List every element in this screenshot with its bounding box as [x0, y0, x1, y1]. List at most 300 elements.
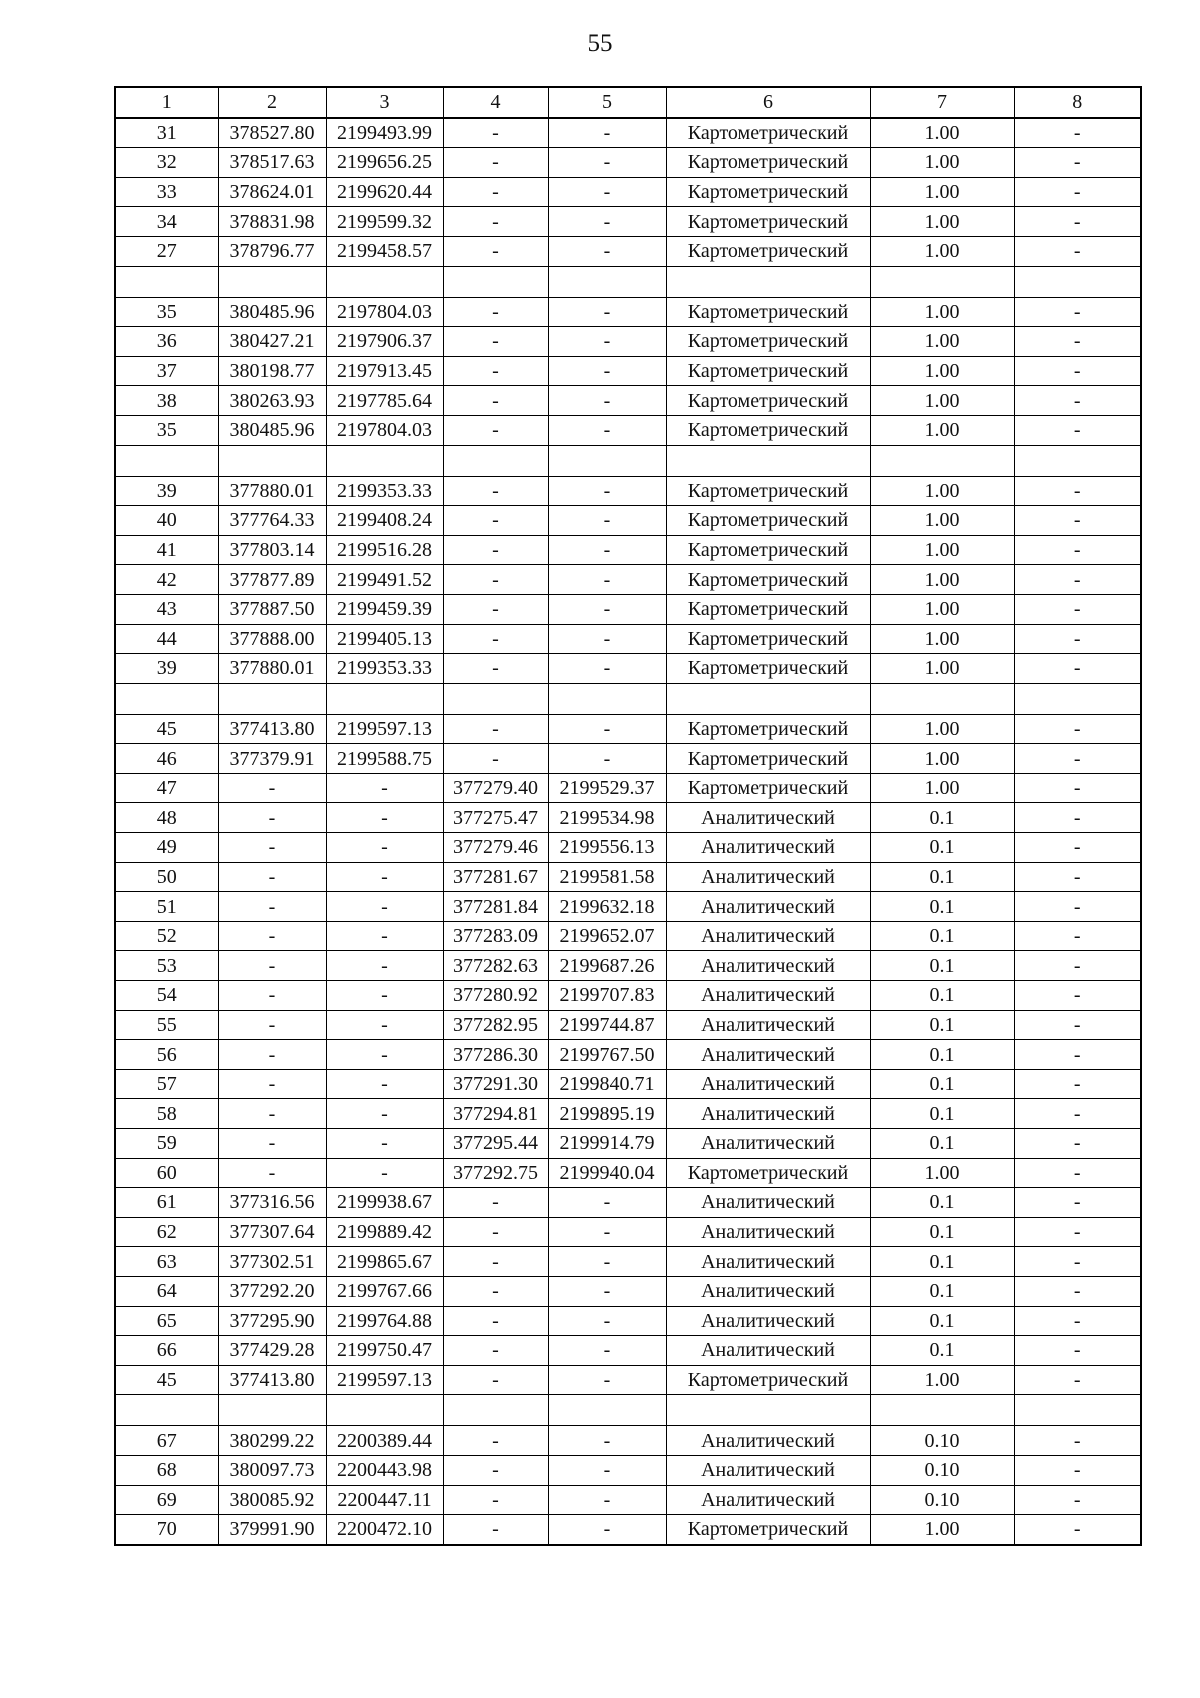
table-cell: 377280.92 — [443, 981, 548, 1011]
table-cell: - — [1014, 862, 1141, 892]
table-row — [115, 148, 1141, 178]
table-row — [115, 1485, 1141, 1515]
table-row — [115, 415, 1141, 445]
table-cell: - — [1014, 803, 1141, 833]
header-row — [115, 87, 1141, 118]
table-cell: 377283.09 — [443, 921, 548, 951]
table-cell: 39 — [115, 476, 218, 506]
table-cell: 1.00 — [870, 356, 1014, 386]
table-cell: - — [548, 1276, 666, 1306]
table-cell: 63 — [115, 1247, 218, 1277]
table-cell — [1014, 445, 1141, 476]
table-cell: - — [443, 654, 548, 684]
table-cell: - — [326, 1010, 443, 1040]
table-cell: Аналитический — [666, 1247, 870, 1277]
table-cell: 378517.63 — [218, 148, 326, 178]
table-cell: - — [1014, 415, 1141, 445]
table-cell: - — [548, 624, 666, 654]
table-cell — [218, 445, 326, 476]
table-cell: 45 — [115, 1365, 218, 1395]
table-cell: - — [1014, 1365, 1141, 1395]
table-cell: 377281.84 — [443, 892, 548, 922]
table-cell: Картометрический — [666, 297, 870, 327]
table-cell: 2199588.75 — [326, 744, 443, 774]
table-cell: 0.1 — [870, 1306, 1014, 1336]
table-cell — [443, 1395, 548, 1426]
table-cell: 2199940.04 — [548, 1158, 666, 1188]
table-cell: Картометрический — [666, 506, 870, 536]
table-cell: 2199408.24 — [326, 506, 443, 536]
table-cell: - — [443, 236, 548, 266]
table-cell: Аналитический — [666, 1276, 870, 1306]
column-header: 5 — [548, 87, 666, 118]
table-cell: 378527.80 — [218, 118, 326, 148]
table-cell: Картометрический — [666, 327, 870, 357]
table-row — [115, 862, 1141, 892]
table-cell: 1.00 — [870, 327, 1014, 357]
table-cell: - — [443, 1276, 548, 1306]
table-cell: Аналитический — [666, 981, 870, 1011]
table-cell: - — [443, 1485, 548, 1515]
table-cell: Картометрический — [666, 714, 870, 744]
table-row — [115, 535, 1141, 565]
table-cell: - — [1014, 1129, 1141, 1159]
table-row — [115, 207, 1141, 237]
table-cell: 2199458.57 — [326, 236, 443, 266]
table-cell: 48 — [115, 803, 218, 833]
table-cell: - — [548, 1485, 666, 1515]
table-cell: - — [443, 744, 548, 774]
table-cell: 0.1 — [870, 803, 1014, 833]
table-cell: - — [1014, 921, 1141, 951]
table-cell: - — [1014, 327, 1141, 357]
table-cell: - — [548, 535, 666, 565]
table-cell — [218, 266, 326, 297]
table-cell: 2199632.18 — [548, 892, 666, 922]
table-cell: - — [1014, 297, 1141, 327]
table-cell: - — [443, 1365, 548, 1395]
table-cell — [870, 683, 1014, 714]
table-cell: 2199581.58 — [548, 862, 666, 892]
table-cell: 378831.98 — [218, 207, 326, 237]
table-cell: 0.1 — [870, 1217, 1014, 1247]
table-cell: 1.00 — [870, 1158, 1014, 1188]
table-cell: - — [1014, 654, 1141, 684]
table-cell: - — [548, 207, 666, 237]
table-cell: 2199353.33 — [326, 476, 443, 506]
table-cell: 380427.21 — [218, 327, 326, 357]
table-cell — [666, 1395, 870, 1426]
table-cell: - — [1014, 714, 1141, 744]
table-cell: 2199895.19 — [548, 1099, 666, 1129]
table-row — [115, 594, 1141, 624]
table-cell: - — [1014, 624, 1141, 654]
table-cell: Картометрический — [666, 654, 870, 684]
table-cell: 380198.77 — [218, 356, 326, 386]
table-row — [115, 1129, 1141, 1159]
table-cell: 380299.22 — [218, 1426, 326, 1456]
table-cell: - — [1014, 1455, 1141, 1485]
table-cell: - — [1014, 148, 1141, 178]
table-cell: - — [1014, 1099, 1141, 1129]
table-cell — [666, 683, 870, 714]
table-cell: 377281.67 — [443, 862, 548, 892]
table-cell: 2197804.03 — [326, 415, 443, 445]
table-cell: Аналитический — [666, 951, 870, 981]
table-cell: - — [443, 356, 548, 386]
table-cell — [548, 1395, 666, 1426]
table-cell: - — [1014, 386, 1141, 416]
table-row — [115, 744, 1141, 774]
table-cell: - — [548, 1217, 666, 1247]
table-cell: 1.00 — [870, 535, 1014, 565]
table-cell: - — [1014, 1306, 1141, 1336]
table-cell: 0.1 — [870, 1276, 1014, 1306]
table-cell: Аналитический — [666, 1188, 870, 1218]
table-cell: Картометрический — [666, 207, 870, 237]
table-cell: 2200389.44 — [326, 1426, 443, 1456]
table-cell: - — [548, 1426, 666, 1456]
table-cell: 1.00 — [870, 654, 1014, 684]
table-cell: - — [443, 386, 548, 416]
table-row — [115, 1069, 1141, 1099]
table-cell: 1.00 — [870, 506, 1014, 536]
table-cell: 2199353.33 — [326, 654, 443, 684]
table-row — [115, 892, 1141, 922]
table-cell: 2199767.66 — [326, 1276, 443, 1306]
table-cell: 31 — [115, 118, 218, 148]
table-cell: - — [443, 1247, 548, 1277]
table-cell: - — [1014, 1188, 1141, 1218]
table-cell: 2199556.13 — [548, 833, 666, 863]
table-cell: 0.1 — [870, 1099, 1014, 1129]
table-cell: 40 — [115, 506, 218, 536]
table-cell: 61 — [115, 1188, 218, 1218]
table-cell: Аналитический — [666, 1455, 870, 1485]
table-cell: - — [218, 1158, 326, 1188]
table-cell: 56 — [115, 1040, 218, 1070]
table-cell: - — [443, 1188, 548, 1218]
table-cell: 36 — [115, 327, 218, 357]
table-cell: - — [1014, 951, 1141, 981]
table-cell: 0.1 — [870, 951, 1014, 981]
table-cell: 41 — [115, 535, 218, 565]
table-cell: Картометрический — [666, 236, 870, 266]
table-cell: - — [326, 1129, 443, 1159]
table-cell: 32 — [115, 148, 218, 178]
table-cell: 1.00 — [870, 594, 1014, 624]
table-cell: - — [1014, 1276, 1141, 1306]
table-cell: - — [443, 327, 548, 357]
table-row — [115, 297, 1141, 327]
table-cell: - — [443, 177, 548, 207]
table-cell: 1.00 — [870, 415, 1014, 445]
table-cell: - — [548, 148, 666, 178]
table-row — [115, 476, 1141, 506]
table-cell: 1.00 — [870, 565, 1014, 595]
table-cell: Картометрический — [666, 177, 870, 207]
table-row — [115, 1040, 1141, 1070]
table-cell: 38 — [115, 386, 218, 416]
table-cell: 0.1 — [870, 1010, 1014, 1040]
column-header: 7 — [870, 87, 1014, 118]
table-cell: 1.00 — [870, 1365, 1014, 1395]
table-cell: Картометрический — [666, 1515, 870, 1545]
table-cell: 377279.46 — [443, 833, 548, 863]
table-cell: - — [1014, 236, 1141, 266]
table-row — [115, 624, 1141, 654]
table-row — [115, 1515, 1141, 1545]
table-cell: 377279.40 — [443, 773, 548, 803]
table-cell: - — [548, 506, 666, 536]
table-row — [115, 773, 1141, 803]
table-row — [115, 1276, 1141, 1306]
table-cell: 2199889.42 — [326, 1217, 443, 1247]
table-cell: Аналитический — [666, 892, 870, 922]
table-cell: - — [326, 892, 443, 922]
table-cell: Картометрический — [666, 1365, 870, 1395]
table-cell: - — [548, 565, 666, 595]
table-cell: 380097.73 — [218, 1455, 326, 1485]
table-cell: 2199459.39 — [326, 594, 443, 624]
table-row — [115, 266, 1141, 297]
table-cell: - — [548, 1188, 666, 1218]
table-cell — [326, 445, 443, 476]
table-cell: - — [1014, 177, 1141, 207]
table-cell: 2199707.83 — [548, 981, 666, 1011]
table-cell: - — [326, 773, 443, 803]
table-row — [115, 1188, 1141, 1218]
table-row — [115, 177, 1141, 207]
table-row — [115, 1426, 1141, 1456]
table-row — [115, 1247, 1141, 1277]
table-cell: 379991.90 — [218, 1515, 326, 1545]
table-row — [115, 1099, 1141, 1129]
table-cell: Картометрический — [666, 744, 870, 774]
table-cell: 377764.33 — [218, 506, 326, 536]
table-cell: 33 — [115, 177, 218, 207]
table-cell: 377295.90 — [218, 1306, 326, 1336]
table-cell: 0.1 — [870, 1247, 1014, 1277]
coordinates-table — [114, 86, 1142, 1546]
table-row — [115, 833, 1141, 863]
table-cell — [443, 445, 548, 476]
table-cell: 43 — [115, 594, 218, 624]
table-cell — [443, 266, 548, 297]
table-cell: 2199516.28 — [326, 535, 443, 565]
table-row — [115, 951, 1141, 981]
table-cell: - — [1014, 594, 1141, 624]
table-row — [115, 1455, 1141, 1485]
table-cell: - — [548, 594, 666, 624]
table-cell: 0.1 — [870, 1040, 1014, 1070]
table-cell: - — [326, 1069, 443, 1099]
table-cell: Аналитический — [666, 1217, 870, 1247]
table-cell: - — [1014, 118, 1141, 148]
table-cell: 2199534.98 — [548, 803, 666, 833]
table-cell — [115, 266, 218, 297]
table-cell: - — [443, 565, 548, 595]
table-cell: 380085.92 — [218, 1485, 326, 1515]
table-cell: Картометрический — [666, 476, 870, 506]
table-cell: 1.00 — [870, 773, 1014, 803]
table-cell: 1.00 — [870, 148, 1014, 178]
table-row — [115, 683, 1141, 714]
column-header: 1 — [115, 87, 218, 118]
table-cell: - — [548, 1515, 666, 1545]
table-cell: 1.00 — [870, 1515, 1014, 1545]
table-cell — [443, 683, 548, 714]
table-row — [115, 921, 1141, 951]
table-cell: 1.00 — [870, 744, 1014, 774]
table-cell: 2199652.07 — [548, 921, 666, 951]
table-cell: - — [218, 1129, 326, 1159]
table-row — [115, 654, 1141, 684]
table-cell — [1014, 266, 1141, 297]
table-row — [115, 386, 1141, 416]
table-cell: 377282.95 — [443, 1010, 548, 1040]
table-cell: 0.1 — [870, 1129, 1014, 1159]
table-row — [115, 327, 1141, 357]
table-cell: - — [1014, 1485, 1141, 1515]
table-cell: 0.10 — [870, 1485, 1014, 1515]
table-cell: Аналитический — [666, 862, 870, 892]
column-header: 8 — [1014, 87, 1141, 118]
table-cell: - — [218, 1010, 326, 1040]
table-cell: 2199656.25 — [326, 148, 443, 178]
table-cell: - — [443, 297, 548, 327]
table-cell: Аналитический — [666, 1426, 870, 1456]
table-cell: 378624.01 — [218, 177, 326, 207]
table-cell: 42 — [115, 565, 218, 595]
table-cell: 2199840.71 — [548, 1069, 666, 1099]
table-cell: - — [1014, 892, 1141, 922]
table-cell: - — [548, 386, 666, 416]
table-cell — [326, 1395, 443, 1426]
table-cell: 2199764.88 — [326, 1306, 443, 1336]
table-cell: 377413.80 — [218, 1365, 326, 1395]
table-cell: - — [1014, 565, 1141, 595]
table-cell: - — [326, 981, 443, 1011]
table-cell: 1.00 — [870, 386, 1014, 416]
table-cell — [115, 683, 218, 714]
table-cell: 55 — [115, 1010, 218, 1040]
table-cell: - — [443, 714, 548, 744]
table-cell: 377379.91 — [218, 744, 326, 774]
table-cell: - — [443, 594, 548, 624]
table-cell: - — [443, 1426, 548, 1456]
table-cell: - — [548, 1247, 666, 1277]
table-cell: - — [548, 118, 666, 148]
table-cell — [666, 266, 870, 297]
table-cell: 377307.64 — [218, 1217, 326, 1247]
table-cell: - — [548, 1365, 666, 1395]
table-cell: 0.1 — [870, 921, 1014, 951]
table-row — [115, 118, 1141, 148]
table-cell: 377413.80 — [218, 714, 326, 744]
table-row — [115, 1010, 1141, 1040]
table-cell: 51 — [115, 892, 218, 922]
table-cell: 1.00 — [870, 297, 1014, 327]
table-cell: 380263.93 — [218, 386, 326, 416]
table-cell: - — [548, 1306, 666, 1336]
table-cell: 35 — [115, 415, 218, 445]
table-cell: 35 — [115, 297, 218, 327]
table-cell: - — [548, 415, 666, 445]
table-cell: 377302.51 — [218, 1247, 326, 1277]
table-cell: 2199744.87 — [548, 1010, 666, 1040]
table-cell: - — [443, 535, 548, 565]
table-cell: - — [326, 951, 443, 981]
table-cell: 377429.28 — [218, 1336, 326, 1366]
table-cell: 47 — [115, 773, 218, 803]
table-cell: - — [1014, 476, 1141, 506]
table-cell: 1.00 — [870, 714, 1014, 744]
table-cell: 2199687.26 — [548, 951, 666, 981]
table-cell: 2197913.45 — [326, 356, 443, 386]
table-cell: 70 — [115, 1515, 218, 1545]
table-cell: 60 — [115, 1158, 218, 1188]
table-body — [115, 118, 1141, 1545]
table-cell: 0.1 — [870, 1188, 1014, 1218]
table-cell: - — [326, 803, 443, 833]
table-cell: 2199767.50 — [548, 1040, 666, 1070]
table-cell: Аналитический — [666, 803, 870, 833]
table-row — [115, 565, 1141, 595]
table-cell: 2197804.03 — [326, 297, 443, 327]
table-cell: Картометрический — [666, 148, 870, 178]
table-cell: - — [443, 1455, 548, 1485]
table-cell — [870, 1395, 1014, 1426]
table-cell: 377294.81 — [443, 1099, 548, 1129]
table-cell: 0.10 — [870, 1455, 1014, 1485]
table-cell: 377291.30 — [443, 1069, 548, 1099]
table-cell: 2199620.44 — [326, 177, 443, 207]
table-cell: - — [218, 1099, 326, 1129]
table-cell: 2199493.99 — [326, 118, 443, 148]
table-cell: 1.00 — [870, 177, 1014, 207]
table-cell: - — [1014, 207, 1141, 237]
table-cell: 0.1 — [870, 833, 1014, 863]
table-cell: - — [548, 1336, 666, 1366]
table-cell: 46 — [115, 744, 218, 774]
table-cell: 377286.30 — [443, 1040, 548, 1070]
table-cell — [666, 445, 870, 476]
table-cell: 69 — [115, 1485, 218, 1515]
table-cell: Аналитический — [666, 1040, 870, 1070]
table-cell: - — [326, 1099, 443, 1129]
table-cell: Аналитический — [666, 921, 870, 951]
table-cell: Аналитический — [666, 1069, 870, 1099]
table-cell: - — [443, 148, 548, 178]
table-cell: 44 — [115, 624, 218, 654]
table-cell: - — [1014, 744, 1141, 774]
table-cell: 39 — [115, 654, 218, 684]
table-cell: - — [548, 327, 666, 357]
table-cell: 377888.00 — [218, 624, 326, 654]
table-cell: 2199597.13 — [326, 714, 443, 744]
table-cell: 0.1 — [870, 1336, 1014, 1366]
table-cell: - — [326, 1040, 443, 1070]
table-cell: 377295.44 — [443, 1129, 548, 1159]
table-cell: - — [1014, 1515, 1141, 1545]
table-cell — [218, 683, 326, 714]
table-cell: 377880.01 — [218, 476, 326, 506]
table-cell: - — [218, 803, 326, 833]
table-cell: 52 — [115, 921, 218, 951]
table-cell: Аналитический — [666, 833, 870, 863]
table-cell: - — [326, 862, 443, 892]
